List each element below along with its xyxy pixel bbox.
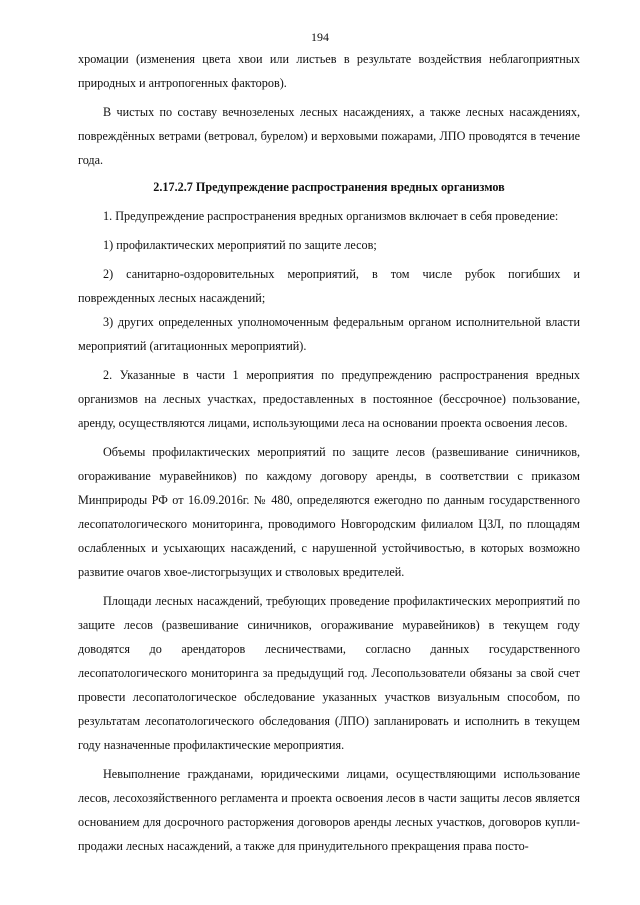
paragraph-areas: Площади лесных насаждений, требующих проведение профилактических мероприятий по защите лесов (развешивание синичников, огораживание муравейников) в текущем году доводятся до арендаторов лесничествами, согласно данных государственного лесопатологического мониторинга за предыдущий год. Лесопользователи обязаны за свой счет провести лесопатологическое обследование указанных участков визуальным способом, по результатам лесопатологического обследования (ЛПО) запланировать и исполнить в текущем году назначенные профилактические мероприятия. <box>78 594 580 752</box>
list-item-1: 1) профилактических мероприятий по защите лесов; <box>103 238 377 252</box>
page-number: 194 <box>311 30 329 44</box>
paragraph-noncompliance: Невыполнение гражданами, юридическими лицами, осуществляющими использование лесов, лесохозяйственного регламента и проекта освоения лесов в части защиты лесов является основанием для досрочного расторжения договоров аренды лесных участков, договоров купли-продажи лесных насаждений, а также для принудительного прекращения права посто- <box>78 767 580 853</box>
paragraph-volumes: Объемы профилактических мероприятий по защите лесов (развешивание синичников, огораживание муравейников) по каждому договору аренды, в соответствии с приказом Минприроды РФ от 16.09.2016г. № 480, определяются ежегодно по данным государственного лесопатологического мониторинга, проводимого Новгородским филиалом ЦЗЛ, по площадям ослабленных и усыхающих насаждений, с нарушенной устойчивостью, в которых возможно развитие очагов хвое-листогрызущих и стволовых вредителей. <box>78 445 580 579</box>
paragraph-continuation: хромации (изменения цвета хвои или листьев в результате воздействия неблагоприятных природных и антропогенных факторов). <box>78 52 580 90</box>
section-heading: 2.17.2.7 Предупреждение распространения вредных организмов <box>153 180 505 194</box>
list-item-2: 2) санитарно-оздоровительных мероприятий, в том числе рубок погибших и поврежденных лесных насаждений; <box>78 267 580 305</box>
paragraph-item-2: 2. Указанные в части 1 мероприятия по предупреждению распространения вредных организмов на лесных участках, предоставленных в постоянное (бессрочное) пользование, аренду, осуществляются лицами, использующими леса на основании проекта освоения лесов. <box>78 368 580 430</box>
paragraph-item-1: 1. Предупреждение распространения вредных организмов включает в себя проведение: <box>103 209 559 223</box>
page-body <box>78 47 580 858</box>
paragraph-evergreen: В чистых по составу вечнозеленых лесных насаждениях, а также лесных насаждениях, повреждённых ветрами (ветровал, бурелом) и верховыми пожарами, ЛПО проводятся в течение года. <box>78 105 580 167</box>
list-item-3: 3) других определенных уполномоченным федеральным органом исполнительной власти мероприятий (агитационных мероприятий). <box>78 315 580 353</box>
